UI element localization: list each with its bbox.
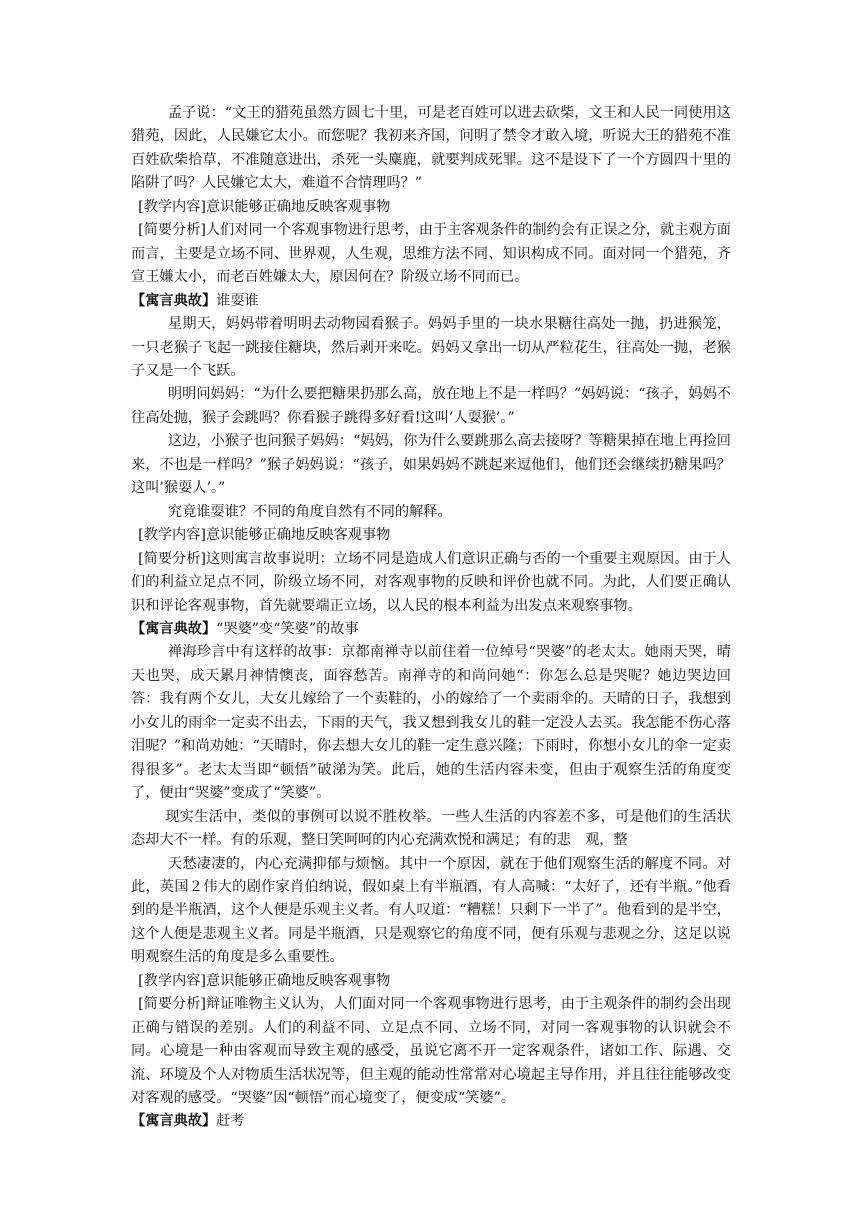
fable-heading xyxy=(131,1110,731,1133)
fable-heading-tag: 【寓言典故】 xyxy=(131,1113,217,1130)
fable-heading xyxy=(131,618,731,641)
fable-heading-title: 赶考 xyxy=(216,1113,245,1130)
analysis-paragraph: [简要分析]这则寓言故事说明：立场不同是造成人们意识正确与否的一个重要主观原因。由于人们的利益立足点不同，阶级立场不同，对客观事物的反映和评价也就不同。为此，人们要正确认识和评论客观事物，首先就要端正立场，以人民的根本利益为出发点来观察事物。 xyxy=(131,550,731,614)
body-paragraph: 明明问妈妈：“为什么要把糖果扔那么高，放在地上不是一样吗？”妈妈说：“孩子，妈妈不往高处抛，猴子会跳吗？你看猴子跳得多好看!这叫’人耍猴’。” xyxy=(131,386,731,426)
analysis-paragraph: [教学内容]意识能够正确地反映客观事物 xyxy=(138,527,391,544)
body-paragraph: 天愁凄凄的，内心充满抑郁与烦恼。其中一个原因，就在于他们观察生活的解度不同。对此，英国２伟大的剧作家肖伯纳说，假如桌上有半瓶酒，有人高喊：“太好了，还有半瓶。”他看到的是半瓶酒，这个人便是乐观主义者。有人叹道：“糟糕！只剩下一半了”。他看到的是半空，这个人便是悲观主义者。同是半瓶酒，只是观察它的角度不同，便有乐观与悲观之分，这足以说明观察生活的角度是多么重要性。 xyxy=(131,855,731,966)
analysis-paragraph: [教学内容]意识能够正确地反映客观事物 xyxy=(138,198,391,215)
analysis-paragraph: [教学内容]意识能够正确地反映客观事物 xyxy=(138,972,391,989)
analysis-paragraph: [简要分析]辩证唯物主义认为，人们面对同一个客观事物进行思考，由于主观条件的制约会出现正确与错误的差别。人们的利益不同、立足点不同、立场不同，对同一客观事物的认识就会不同。心境是一种由客观而导致主观的感受，虽说它离不开一定客观条件，诸如工作、际遇、交流、环境及个人对物质生活状况等，但主观的能动性常常对心境起主导作用，并且往往能够改变对客观的感受。“哭婆”因“顿悟”而心境变了，便变成“笑婆”。 xyxy=(131,996,731,1107)
fable-heading-title: 谁耍谁 xyxy=(216,292,259,309)
analysis-paragraph: [简要分析]人们对同一个客观事物进行思考，由于主客观条件的制约会有正误之分，就主观方面而言，主要是立场不同、世界观，人生观，思维方法不同、知识构成不同。面对同一个猎苑，齐宣王嫌太小，而老百姓嫌太大，原因何在？阶级立场不同而已。 xyxy=(131,222,731,286)
body-paragraph: 孟子说：“文王的猎苑虽然方圆七十里，可是老百姓可以进去砍柴，文王和人民一同使用这猎苑，因此，人民嫌它太小。而您呢？我初来齐国，问明了禁令才敢入境，听说大王的猎苑不准百姓砍柴拾草，不准随意进出，杀死一头麋鹿，就要判成死罪。这不是设下了一个方圆四十里的陷阱了吗？人民嫌它太大，难道不合情理吗？” xyxy=(131,105,731,192)
fable-heading-title: “哭婆”变“笑婆”的故事 xyxy=(216,620,359,637)
body-paragraph: 究竟谁耍谁？不同的角度自然有不同的解释。 xyxy=(167,503,452,520)
body-paragraph: 星期天，妈妈带着明明去动物园看猴子。妈妈手里的一块水果糖往高处一抛，扔进猴笼，一只老猴子飞起一跳接住糖块，然后剥开来吃。妈妈又拿出一切从严粒花生，往高处一抛，老猴子又是一个飞跃。 xyxy=(131,316,731,379)
body-paragraph: 现实生活中，类似的事例可以说不胜枚举。一些人生活的内容差不多，可是他们的生活状态却大不一样。有的乐观，整日笑呵呵的内心充满欢悦和满足；有的悲 观，整 xyxy=(131,808,731,849)
body-paragraph: 这边，小猴子也问猴子妈妈：“妈妈，你为什么要跳那么高去接呀？等糖果掉在地上再捡回来，不也是一样吗？”猴子妈妈说：“孩子，如果妈妈不跳起来逗他们，他们还会继续扔糖果吗？这叫’猴耍人’。” xyxy=(131,433,731,497)
document-body xyxy=(131,102,731,1134)
fable-heading-tag: 【寓言典故】 xyxy=(131,620,217,637)
body-paragraph: 禅海珍言中有这样的故事：京都南禅寺以前住着一位绰号“哭婆”的老太太。她雨天哭，晴天也哭，成天累月神情懊丧，面容愁苦。南禅寺的和尚问她“：你怎么总是哭呢？她边哭边回答：我有两个女儿，大女儿嫁给了一个卖鞋的，小的嫁给了一个卖雨伞的。天晴的日子，我想到小女儿的雨伞一定卖不出去，下雨的天气，我又想到我女儿的鞋一定没人去买。我怎能不伤心落泪呢？”和尚劝她：“天晴时，你去想大女儿的鞋一定生意兴隆；下雨时，你想小女儿的伞一定卖得很多”。老太太当即“顿悟”破涕为笑。此后，她的生活内容未变，但由于观察生活的角度变了，便由“哭婆”变成了“笑婆”。 xyxy=(131,644,731,802)
fable-heading-tag: 【寓言典故】 xyxy=(131,292,217,309)
fable-heading xyxy=(131,290,731,313)
